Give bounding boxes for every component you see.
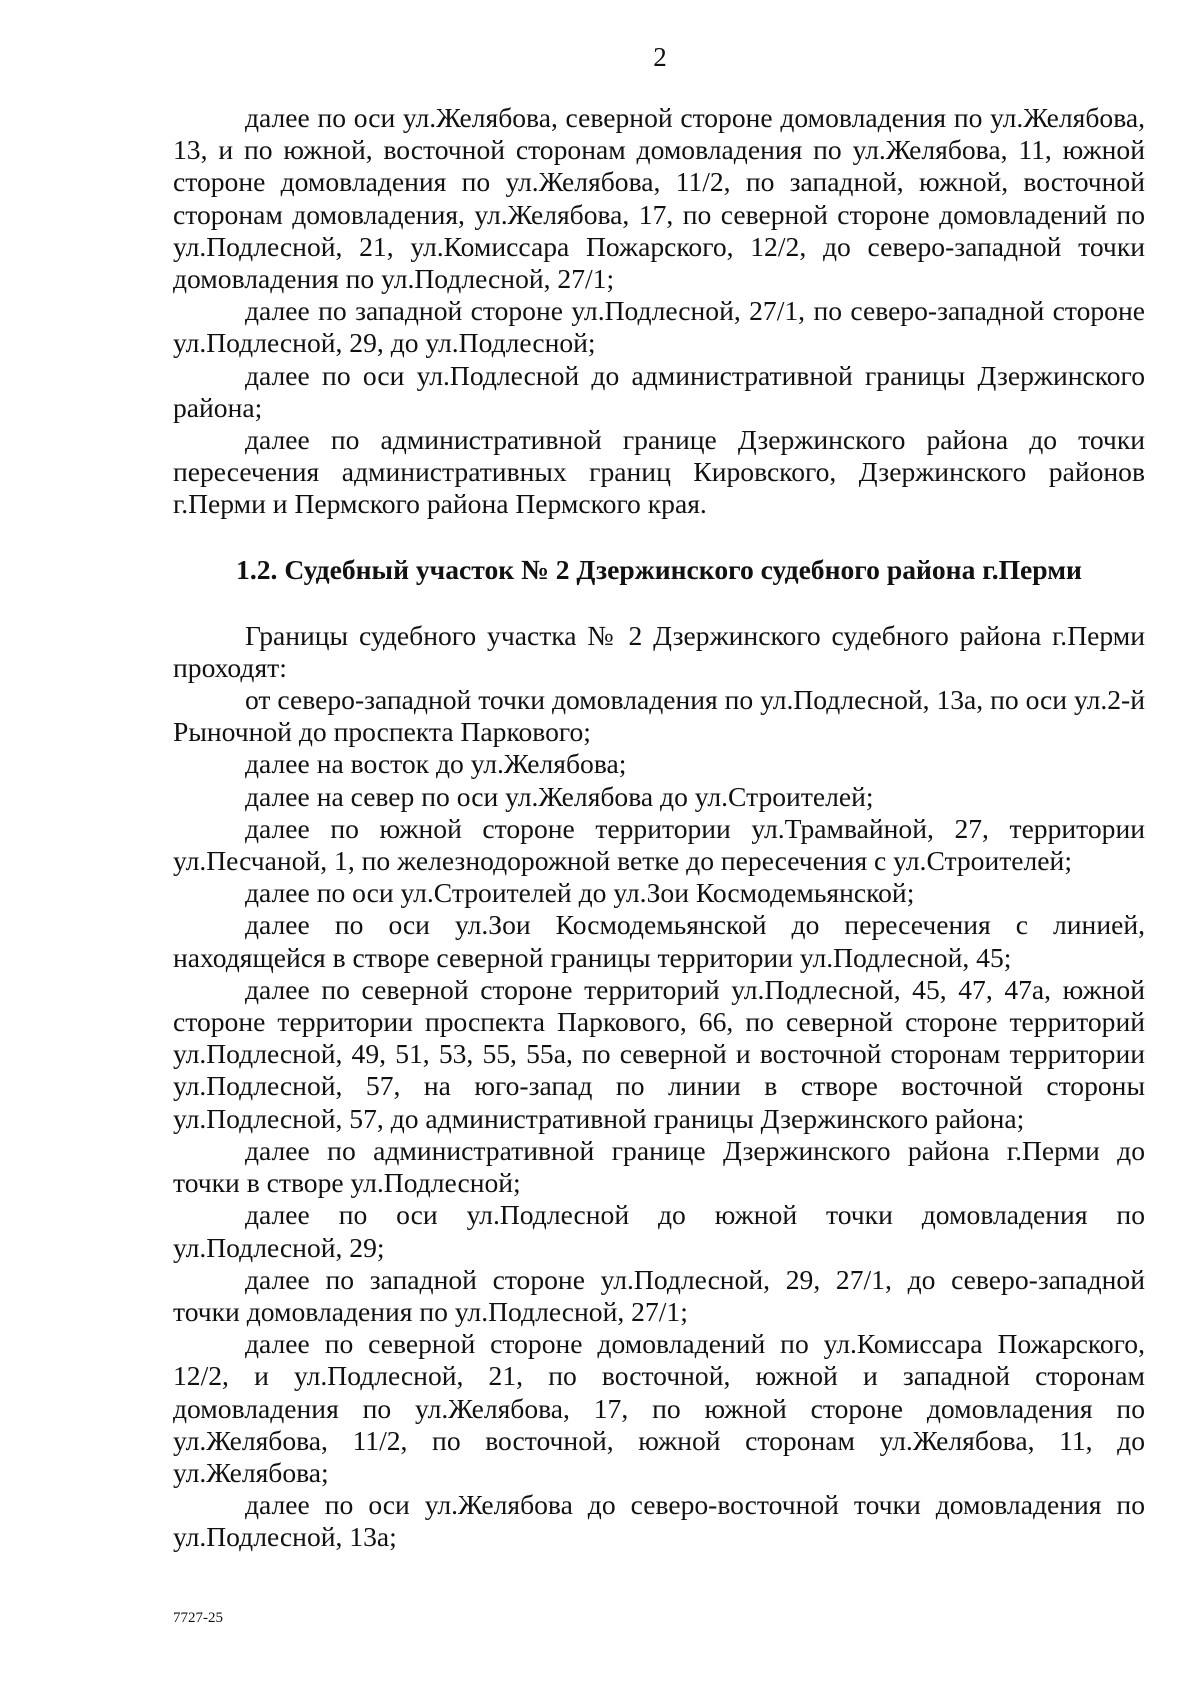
paragraph: далее по оси ул.Подлесной до административной границы Дзержинского района;: [173, 359, 1145, 423]
paragraph: далее по оси ул.Подлесной до южной точки домовладения по ул.Подлесной, 29;: [173, 1199, 1145, 1263]
paragraph: далее на север по оси ул.Желябова до ул.Строителей;: [245, 780, 874, 812]
page-number: 2: [653, 42, 667, 72]
document-body: [173, 102, 1145, 1554]
paragraph: далее по северной стороне территорий ул.Подлесной, 45, 47, 47а, южной стороне территории проспекта Паркового, 66, по северной стороне территорий ул.Подлесной, 49, 51, 53, 55, 55а, по северной и восточной сторонам территории ул.Подлесной, 57, на юго-запад по линии в створе восточной стороны ул.Подлесной, 57, до административной границы Дзержинского района;: [173, 973, 1145, 1134]
paragraph: далее по оси ул.Желябова, северной стороне домовладения по ул.Желябова, 13, и по южной, восточной сторонам домовладения по ул.Желябова, 11, южной стороне домовладения по ул.Желябова, 11/2, по западной, южной, восточной сторонам домовладения, ул.Желябова, 17, по северной стороне домовладений по ул.Подлесной, 21, ул.Комиссара Пожарского, 12/2, до северо-западной точки домовладения по ул.Подлесной, 27/1;: [173, 102, 1145, 295]
paragraph: далее по оси ул.Зои Космодемьянской до пересечения с линией, находящейся в створе северной границы территории ул.Подлесной, 45;: [173, 909, 1145, 973]
section-heading: 1.2. Судебный участок № 2 Дзержинского судебного района г.Перми: [236, 553, 1082, 585]
document-code: 7727-25: [173, 1610, 223, 1626]
paragraph: далее по оси ул.Желябова до северо-восточной точки домовладения по ул.Подлесной, 13а;: [173, 1489, 1145, 1553]
paragraph: Границы судебного участка № 2 Дзержинского судебного района г.Перми проходят:: [173, 619, 1145, 683]
paragraph: далее по северной стороне домовладений по ул.Комиссара Пожарского, 12/2, и ул.Подлесной, 21, по восточной, южной и западной сторонам домовладения по ул.Желябова, 17, по южной стороне домовладения по ул.Желябова, 11/2, по восточной, южной сторонам ул.Желябова, 11, до ул.Желябова;: [173, 1328, 1145, 1488]
paragraph: далее на восток до ул.Желябова;: [245, 748, 627, 780]
paragraph: далее по административной границе Дзержинского района г.Перми до точки в створе ул.Подлесной;: [173, 1134, 1145, 1199]
paragraph: от северо-западной точки домовладения по ул.Подлесной, 13а, по оси ул.2-й Рыночной до проспекта Паркового;: [173, 684, 1145, 748]
paragraph: далее по западной стороне ул.Подлесной, 29, 27/1, до северо-западной точки домовладения по ул.Подлесной, 27/1;: [173, 1263, 1145, 1327]
paragraph: далее по западной стороне ул.Подлесной, 27/1, по северо-западной стороне ул.Подлесной, 29, до ул.Подлесной;: [173, 295, 1145, 359]
paragraph: далее по оси ул.Строителей до ул.Зои Космодемьянской;: [245, 877, 915, 909]
paragraph: далее по южной стороне территории ул.Трамвайной, 27, территории ул.Песчаной, 1, по железнодорожной ветке до пересечения с ул.Строителей;: [173, 812, 1145, 877]
paragraph: далее по административной границе Дзержинского района до точки пересечения административных границ Кировского, Дзержинского районов г.Перми и Пермского района Пермского края.: [173, 424, 1145, 520]
